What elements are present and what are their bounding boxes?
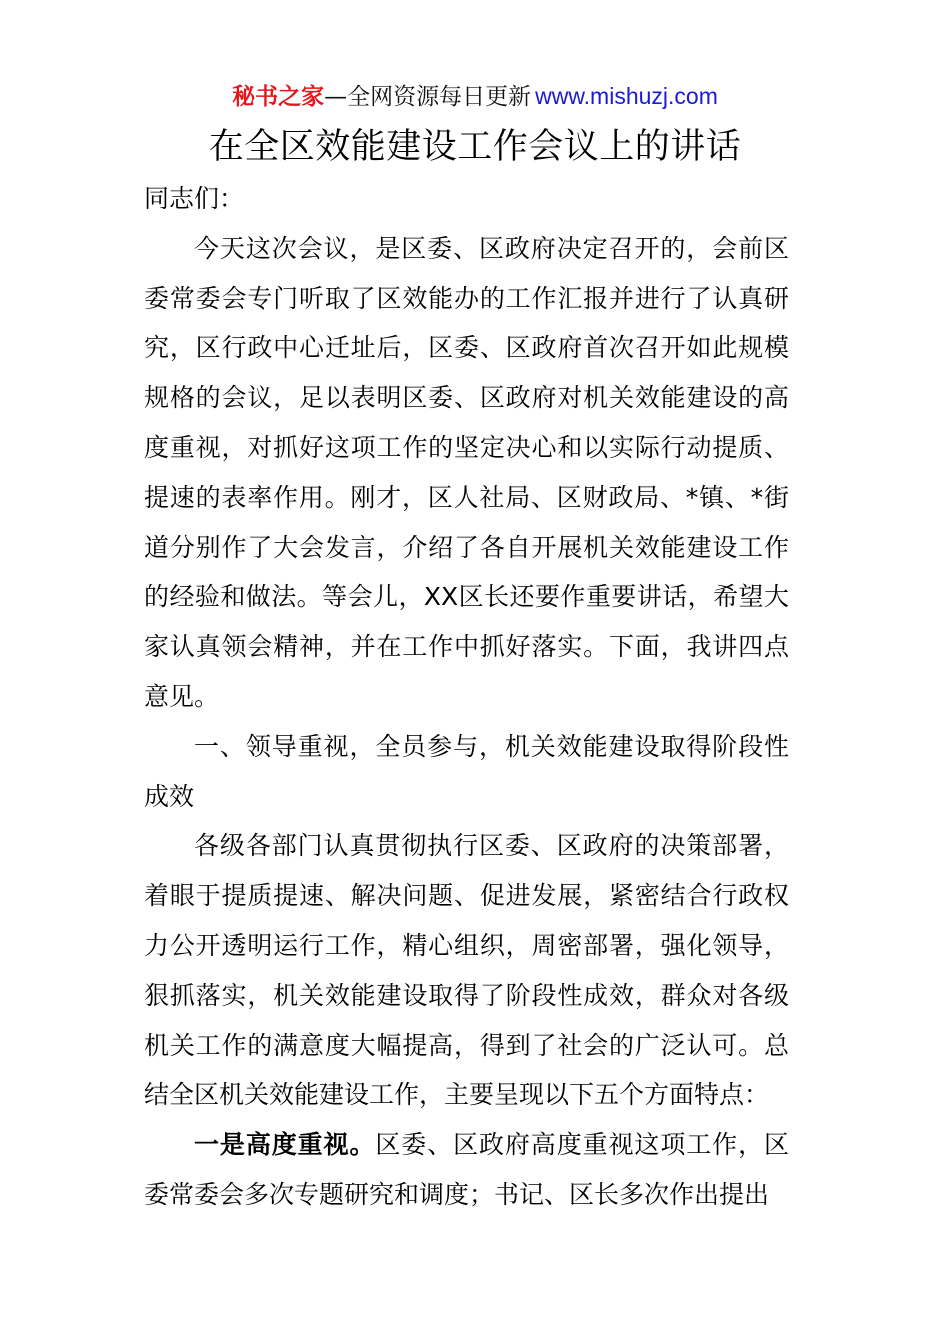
salutation: 同志们： (144, 184, 245, 213)
paragraph (144, 1120, 789, 1220)
site-header (0, 80, 950, 113)
paragraph-lead: 一是高度重视。 (194, 1130, 376, 1160)
section-heading: 一、领导重视，全员参与，机关效能建设取得阶段性成效 (144, 731, 789, 811)
paragraph-text: 区委、区政府高度重视这项工作，区委常委会多次专题研究和调度；书记、区长多次作出提出 (144, 1130, 789, 1209)
document-body (144, 174, 789, 1220)
document-title: 在全区效能建设工作会议上的讲话 (208, 127, 742, 167)
paragraph: 今天这次会议，是区委、区政府决定召开的，会前区委常委会专门听取了区效能办的工作汇报并进行了认真研究，区行政中心迁址后，区委、区政府首次召开如此规模规格的会议，足以表明区委、区政府对机关效能建设的高度重视，对抓好这项工作的坚定决心和以实际行动提质、提速的表率作用。刚才，区人社局、区财政局、*镇、*街道分别作了大会发言，介绍了各自开展机关效能建设工作的经验和做法。等会儿，XX区长还要作重要讲话，希望大家认真领会精神，并在工作中抓好落实。下面，我讲四点意见。 (144, 233, 789, 711)
site-url-link[interactable]: www.mishuzj.com (535, 83, 718, 109)
site-tagline: —全网资源每日更新 (324, 84, 532, 110)
site-brand: 秘书之家 (232, 84, 325, 110)
paragraph: 各级各部门认真贯彻执行区委、区政府的决策部署，着眼于提质提速、解决问题、促进发展，紧密结合行政权力公开透明运行工作，精心组织，周密部署，强化领导，狠抓落实，机关效能建设取得了阶段性成效，群众对各级机关工作的满意度大幅提高，得到了社会的广泛认可。总结全区机关效能建设工作，主要呈现以下五个方面特点： (144, 831, 789, 1110)
